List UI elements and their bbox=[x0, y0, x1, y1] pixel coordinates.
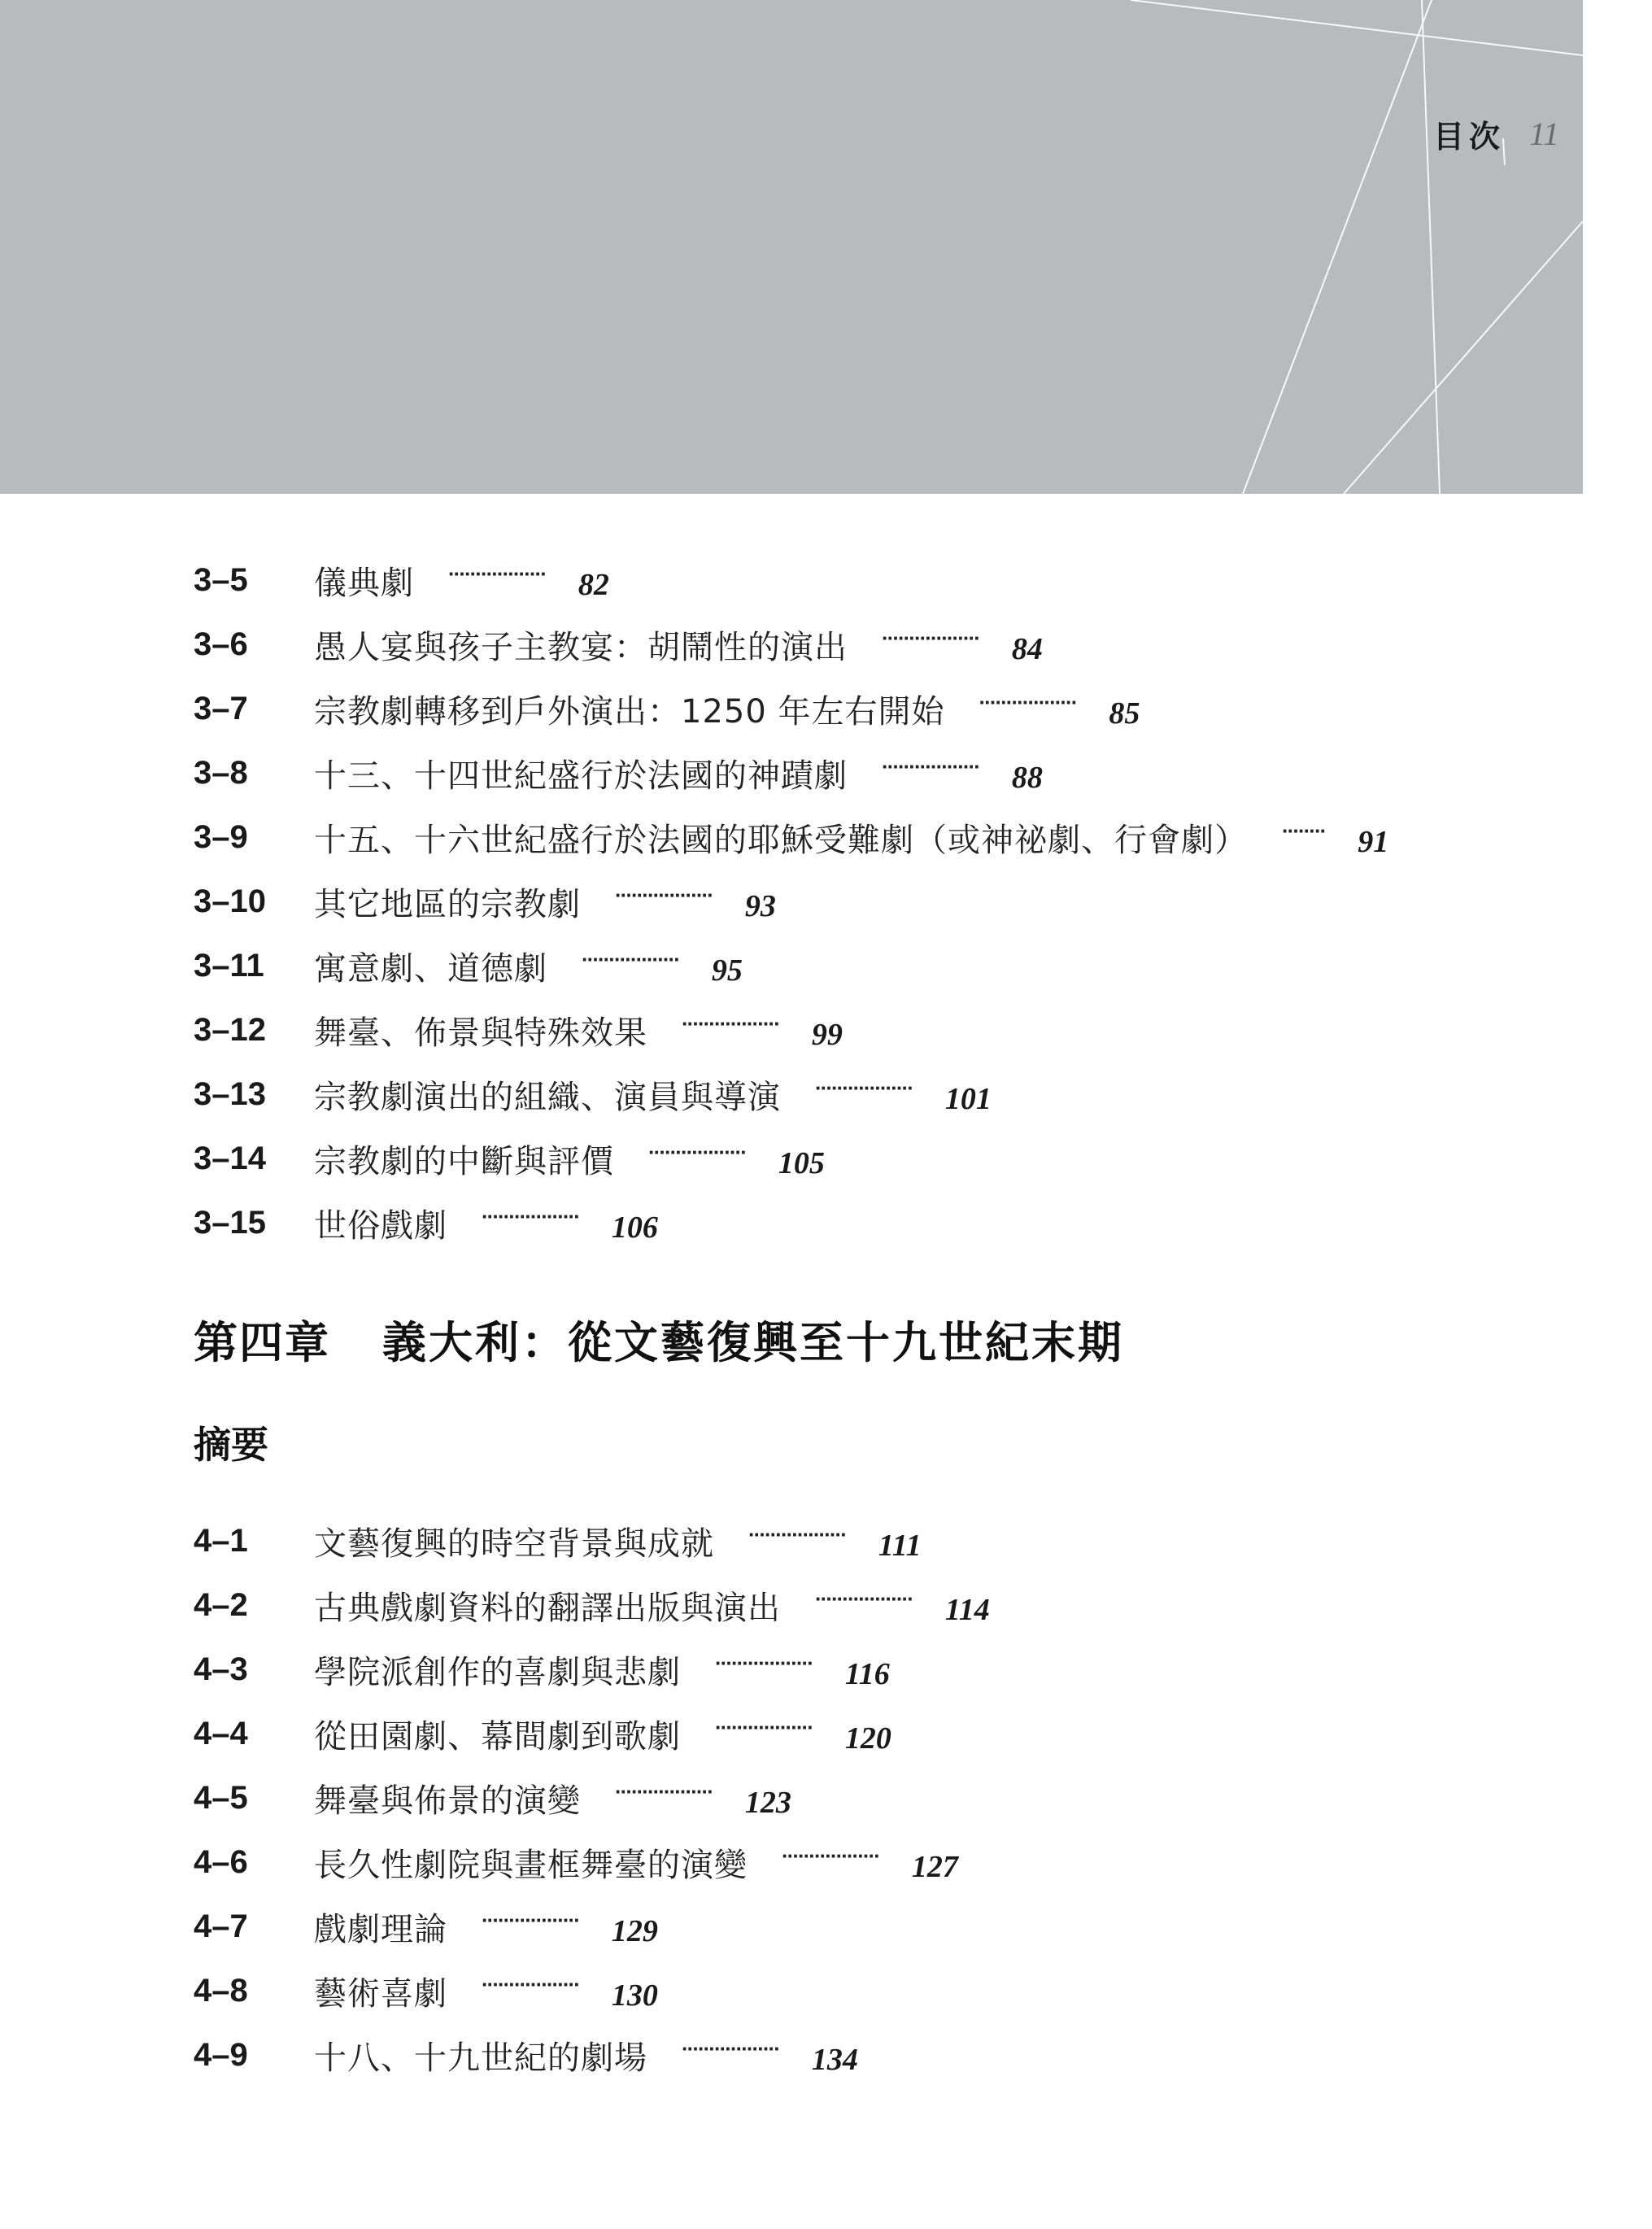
chapter-label: 第四章 bbox=[194, 1315, 330, 1368]
toc-entry bbox=[194, 1647, 890, 1692]
entry-page-number: 91 bbox=[1358, 825, 1389, 859]
toc-entry bbox=[194, 557, 609, 603]
toc-entry bbox=[194, 943, 743, 988]
entry-page-number: 106 bbox=[611, 1210, 658, 1245]
toc-entry bbox=[194, 686, 1140, 731]
entry-page-number: 123 bbox=[744, 1786, 791, 1820]
entry-number: 3–6 bbox=[194, 626, 248, 662]
dot-leader: ·················· bbox=[482, 1971, 579, 1996]
dot-leader: ·················· bbox=[648, 1139, 746, 1164]
entry-title: 宗教劇轉移到戶外演出：1250 年左右開始 bbox=[314, 692, 945, 731]
deco-line bbox=[1422, 0, 1440, 494]
entry-title: 十五、十六世紀盛行於法國的耶穌受難劇（或神祕劇、行會劇） bbox=[314, 821, 1248, 859]
entry-number: 4–4 bbox=[194, 1715, 248, 1751]
entry-number: 4–2 bbox=[194, 1586, 248, 1623]
entry-title: 舞臺、佈景與特殊效果 bbox=[314, 1014, 647, 1052]
dot-leader: ·················· bbox=[782, 1843, 879, 1868]
dot-leader: ·················· bbox=[448, 561, 546, 586]
summary-heading: 摘要 bbox=[194, 1423, 268, 1467]
toc-entry bbox=[194, 1711, 891, 1756]
entry-title: 愚人宴與孩子主教宴：胡鬧性的演出 bbox=[314, 628, 848, 666]
entry-page-number: 95 bbox=[711, 953, 743, 988]
entry-number: 3–15 bbox=[194, 1204, 266, 1241]
entry-page-number: 134 bbox=[811, 2043, 858, 2077]
entry-number: 3–7 bbox=[194, 690, 248, 726]
entry-page-number: 88 bbox=[1011, 761, 1043, 795]
entry-page-number: 84 bbox=[1011, 632, 1043, 666]
entry-page-number: 101 bbox=[944, 1082, 992, 1116]
entry-title: 學院派創作的喜劇與悲劇 bbox=[314, 1653, 681, 1691]
toc-entry bbox=[194, 1839, 958, 1885]
dot-leader: ·················· bbox=[482, 1907, 579, 1932]
entry-title: 十八、十九世紀的劇場 bbox=[314, 2039, 647, 2077]
running-head-page-number: 11 bbox=[1529, 115, 1560, 152]
chapter-heading bbox=[194, 1306, 1124, 1372]
toc-entry bbox=[194, 1200, 658, 1245]
dot-leader: ·················· bbox=[682, 2035, 779, 2061]
entry-number: 3–8 bbox=[194, 754, 248, 791]
deco-line bbox=[1243, 0, 1432, 494]
entry-title: 其它地區的宗教劇 bbox=[314, 885, 581, 923]
toc-entry bbox=[194, 622, 1043, 667]
entry-page-number: 129 bbox=[611, 1914, 658, 1948]
toc-entry bbox=[194, 1071, 992, 1117]
toc-entry bbox=[194, 1775, 791, 1821]
entry-number: 4–9 bbox=[194, 2036, 248, 2073]
entry-page-number: 114 bbox=[944, 1593, 990, 1627]
toc-entry bbox=[194, 2032, 858, 2078]
toc-entry bbox=[194, 1007, 843, 1053]
entry-number: 4–3 bbox=[194, 1651, 248, 1687]
toc-entry bbox=[194, 750, 1043, 796]
entry-title: 藝術喜劇 bbox=[314, 1974, 447, 2013]
toc-entry bbox=[194, 1136, 825, 1181]
entry-number: 4–8 bbox=[194, 1972, 248, 2009]
dot-leader: ·················· bbox=[715, 1714, 813, 1739]
toc-entry bbox=[194, 1968, 658, 2013]
entry-page-number: 85 bbox=[1109, 696, 1140, 731]
entry-number: 3–10 bbox=[194, 883, 266, 919]
entry-page-number: 111 bbox=[878, 1529, 922, 1563]
header-band bbox=[0, 0, 1583, 494]
entry-title: 長久性劇院與畫框舞臺的演變 bbox=[314, 1846, 748, 1884]
entry-number: 4–1 bbox=[194, 1522, 248, 1559]
entry-number: 4–6 bbox=[194, 1843, 248, 1880]
entry-number: 3–14 bbox=[194, 1140, 266, 1176]
entry-title: 古典戲劇資料的翻譯出版與演出 bbox=[314, 1589, 781, 1627]
running-head bbox=[1433, 109, 1559, 158]
decorative-lines bbox=[0, 0, 1583, 494]
entry-title: 十三、十四世紀盛行於法國的神蹟劇 bbox=[314, 757, 848, 795]
toc-entry bbox=[194, 879, 776, 924]
entry-page-number: 99 bbox=[811, 1018, 843, 1052]
dot-leader: ·················· bbox=[748, 1521, 846, 1546]
deco-line bbox=[1344, 221, 1583, 494]
entry-page-number: 130 bbox=[611, 1978, 658, 2013]
entry-number: 3–12 bbox=[194, 1011, 266, 1048]
entry-title: 宗教劇演出的組織、演員與導演 bbox=[314, 1078, 781, 1116]
entry-number: 3–5 bbox=[194, 561, 248, 598]
entry-title: 舞臺與佈景的演變 bbox=[314, 1782, 581, 1820]
entry-title: 儀典劇 bbox=[314, 564, 414, 602]
entry-title: 從田園劇、幕間劇到歌劇 bbox=[314, 1717, 681, 1756]
entry-page-number: 120 bbox=[844, 1721, 891, 1756]
toc-entry bbox=[194, 814, 1388, 860]
entry-page-number: 116 bbox=[844, 1657, 890, 1691]
dot-leader: ········ bbox=[1282, 818, 1326, 843]
dot-leader: ·················· bbox=[582, 946, 679, 971]
dot-leader: ·················· bbox=[882, 625, 979, 650]
dot-leader: ·················· bbox=[615, 1778, 713, 1804]
toc-entry bbox=[194, 1582, 990, 1628]
dot-leader: ·················· bbox=[682, 1010, 779, 1036]
entry-title: 宗教劇的中斷與評價 bbox=[314, 1142, 614, 1180]
entry-page-number: 127 bbox=[911, 1850, 958, 1884]
entry-title: 文藝復興的時空背景與成就 bbox=[314, 1525, 714, 1563]
entry-number: 3–11 bbox=[194, 947, 264, 984]
dot-leader: ·················· bbox=[715, 1650, 813, 1675]
toc-entry bbox=[194, 1904, 658, 1949]
entry-page-number: 93 bbox=[744, 889, 776, 923]
chapter-title: 義大利：從文藝復興至十九世紀末期 bbox=[382, 1315, 1124, 1368]
entry-title: 世俗戲劇 bbox=[314, 1206, 447, 1245]
deco-line bbox=[1131, 0, 1583, 55]
entry-page-number: 105 bbox=[778, 1146, 825, 1180]
dot-leader: ·················· bbox=[882, 753, 979, 779]
entry-page-number: 82 bbox=[578, 568, 609, 602]
dot-leader: ·················· bbox=[815, 1075, 913, 1100]
entry-number: 3–9 bbox=[194, 818, 248, 855]
entry-number: 4–7 bbox=[194, 1908, 248, 1944]
entry-number: 3–13 bbox=[194, 1075, 266, 1112]
toc-entry bbox=[194, 1518, 922, 1564]
entry-title: 寓意劇、道德劇 bbox=[314, 949, 547, 988]
dot-leader: ·················· bbox=[815, 1586, 913, 1611]
dot-leader: ·················· bbox=[979, 689, 1077, 714]
entry-title: 戲劇理論 bbox=[314, 1910, 447, 1948]
running-head-title: 目次 bbox=[1433, 117, 1506, 155]
entry-number: 4–5 bbox=[194, 1779, 248, 1816]
dot-leader: ·················· bbox=[482, 1203, 579, 1228]
dot-leader: ·················· bbox=[615, 882, 713, 907]
